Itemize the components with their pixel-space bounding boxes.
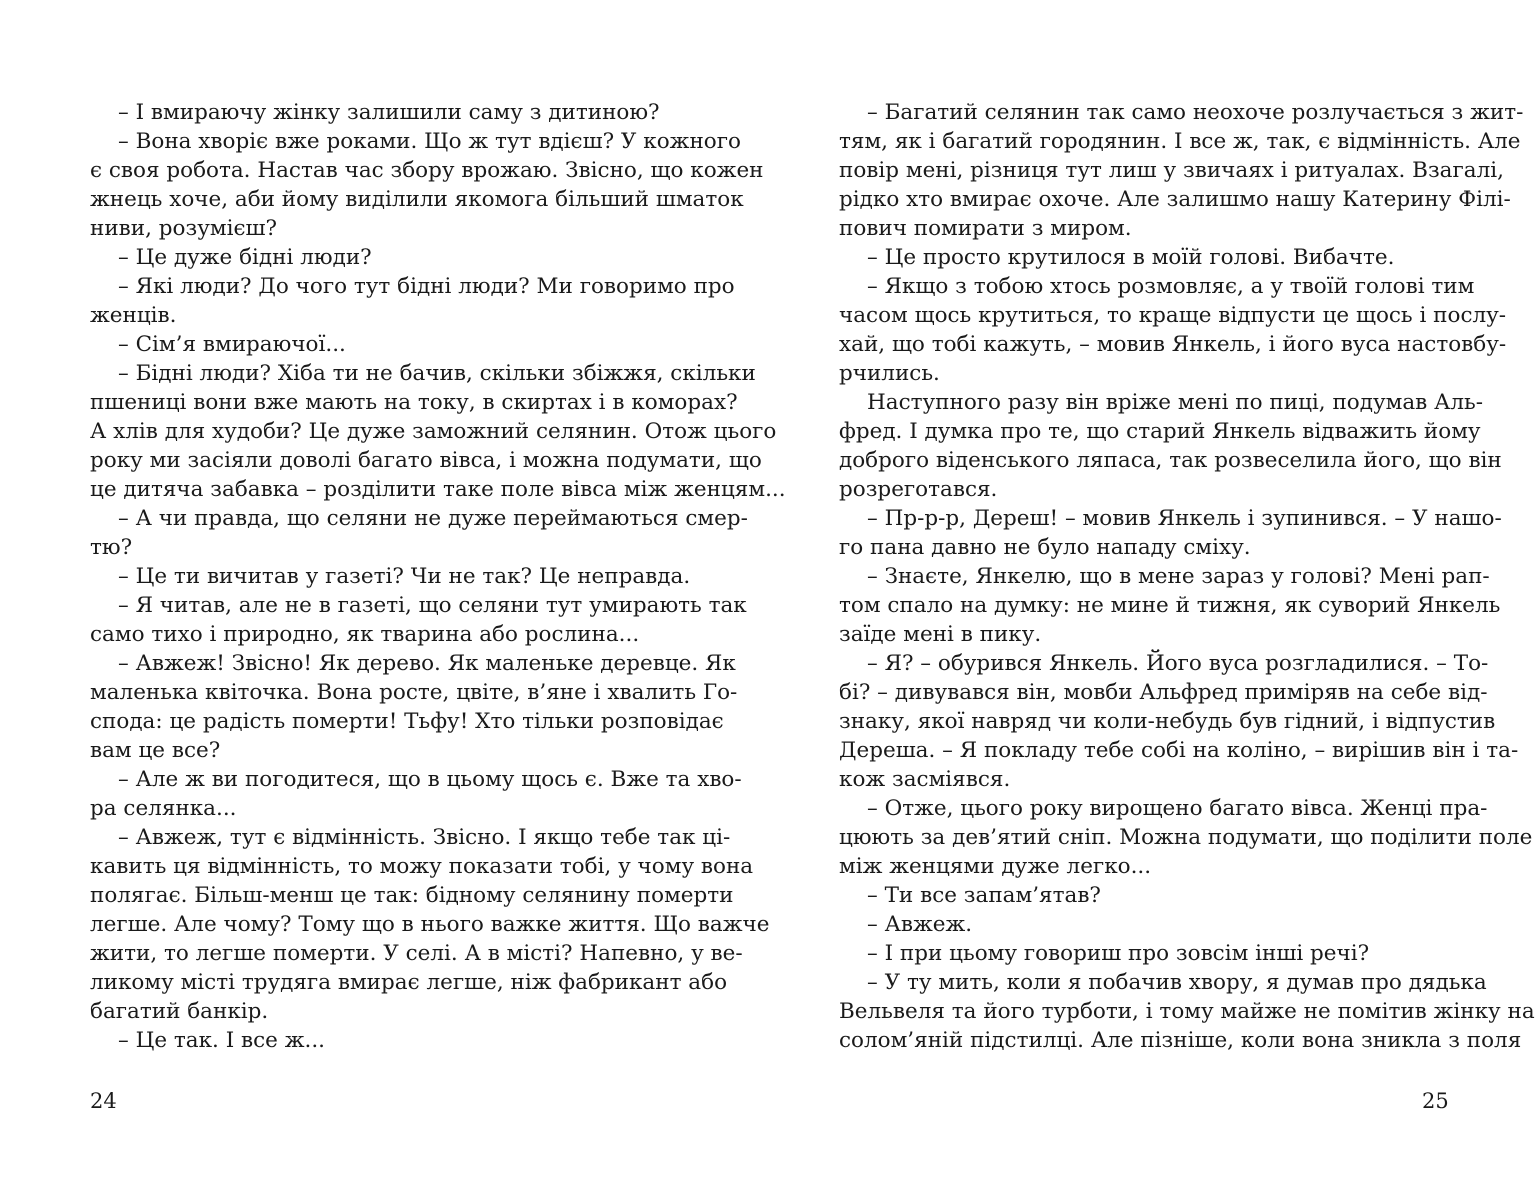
text-line: – Сім’я вмираючої... bbox=[118, 332, 346, 357]
text-line: – У ту мить, коли я побачив хвору, я думав про дядька bbox=[867, 970, 1487, 995]
text-line: – І при цьому говориш про зовсім інші речі? bbox=[867, 941, 1370, 966]
text-line: фред. І думка про те, що старий Янкель відважить йому bbox=[839, 419, 1481, 444]
text-line: легше. Але чому? Тому що в нього важке життя. Що важче bbox=[90, 912, 770, 937]
text-line: – Бідні люди? Хіба ти не бачив, скільки збіжжя, скільки bbox=[118, 361, 756, 386]
text-line: жнець хоче, аби йому виділили якомога більший шматок bbox=[90, 187, 744, 212]
text-line: між женцями дуже легко... bbox=[839, 854, 1152, 879]
text-line: кож засміявся. bbox=[839, 767, 1011, 792]
text-line: – Ти все запам’ятав? bbox=[867, 883, 1101, 908]
text-line: тю? bbox=[90, 535, 133, 560]
text-line: цюють за дев’ятий сніп. Можна подумати, що поділити поле bbox=[839, 825, 1533, 850]
text-line: том спало на думку: не мине й тижня, як суворий Янкель bbox=[839, 593, 1501, 618]
text-line: Вельвеля та його турботи, і тому майже не помітив жінку на bbox=[839, 999, 1535, 1024]
text-line: полягає. Більш-менш це так: бідному селянину померти bbox=[90, 883, 734, 908]
text-line: знаку, якої навряд чи коли-небудь був гідний, і відпустив bbox=[839, 709, 1496, 734]
text-line: хай, що тобі кажуть, – мовив Янкель, і його вуса настовбу- bbox=[839, 332, 1507, 357]
text-line: – Авжеж, тут є відмінність. Звісно. І якщо тебе так ці- bbox=[118, 825, 731, 850]
text-line: часом щось крутиться, то краще відпусти це щось і послу- bbox=[839, 303, 1507, 328]
text-line: вам це все? bbox=[90, 738, 221, 763]
text-line: доброго віденського ляпаса, так розвеселила його, що він bbox=[839, 448, 1502, 473]
text-line: розреготався. bbox=[839, 477, 998, 502]
text-line: – І вмираючу жінку залишили саму з дитиною? bbox=[118, 100, 660, 125]
text-line: заїде мені в пику. bbox=[839, 622, 1042, 647]
text-line: Наступного разу він вріже мені по пиці, подумав Аль- bbox=[867, 390, 1483, 415]
text-line: маленька квіточка. Вона росте, цвіте, в’яне і хвалить Го- bbox=[90, 680, 738, 705]
text-line: це дитяча забавка – розділити таке поле вівса між женцям... bbox=[90, 477, 786, 502]
text-line: багатий банкір. bbox=[90, 999, 269, 1024]
text-line: – Але ж ви погодитеся, що в цьому щось є. Вже та хво- bbox=[118, 767, 742, 792]
text-line: женців. bbox=[90, 303, 177, 328]
text-line: року ми засіяли доволі багато вівса, і можна подумати, що bbox=[90, 448, 762, 473]
text-line: – Які люди? До чого тут бідні люди? Ми говоримо про bbox=[118, 274, 735, 299]
text-line: – Авжеж! Звісно! Як дерево. Як маленьке деревце. Як bbox=[118, 651, 736, 676]
text-line: – Це просто крутилося в моїй голові. Вибачте. bbox=[867, 245, 1395, 270]
text-line: само тихо і природно, як тварина або рослина... bbox=[90, 622, 640, 647]
text-line: – Авжеж. bbox=[867, 912, 973, 937]
left-page-text bbox=[90, 98, 786, 1055]
text-line: ниви, розумієш? bbox=[90, 216, 278, 241]
text-line: ра селянка... bbox=[90, 796, 237, 821]
text-line: Дереша. – Я покладу тебе собі на коліно, – вирішив він і та- bbox=[839, 738, 1519, 763]
text-line: – Я читав, але не в газеті, що селяни тут умирають так bbox=[118, 593, 747, 618]
text-line: є своя робота. Настав час збору врожаю. Звісно, що кожен bbox=[90, 158, 764, 183]
text-line: – Багатий селянин так само неохоче розлучається з жит- bbox=[867, 100, 1524, 125]
text-line: пшениці вони вже мають на току, в скиртах і в коморах? bbox=[90, 390, 738, 415]
text-line: тям, як і багатий городянин. І все ж, так, є відмінність. Але bbox=[839, 129, 1521, 154]
text-line: рідко хто вмирає охоче. Але залишмо нашу Катерину Філі- bbox=[839, 187, 1511, 212]
text-line: ликому місті трудяга вмирає легше, ніж фабрикант або bbox=[90, 970, 728, 995]
left-page-number: 24 bbox=[90, 1089, 117, 1113]
text-line: повір мені, різниця тут лиш у звичаях і ритуалах. Взагалі, bbox=[839, 158, 1504, 183]
text-line: спода: це радість померти! Тьфу! Хто тільки розповідає bbox=[90, 709, 724, 734]
text-line: – А чи правда, що селяни не дуже переймаються смер- bbox=[118, 506, 748, 531]
right-page-text bbox=[839, 98, 1535, 1055]
text-line: – Вона хворіє вже роками. Що ж тут вдієш? У кожного bbox=[118, 129, 741, 154]
text-line: солом’яній підстилці. Але пізніше, коли вона зникла з поля bbox=[839, 1028, 1522, 1053]
text-line: А хлів для худоби? Це дуже заможний селянин. Отож цього bbox=[90, 419, 777, 444]
text-line: – Знаєте, Янкелю, що в мене зараз у голові? Мені рап- bbox=[867, 564, 1490, 589]
text-line: рчились. bbox=[839, 361, 940, 386]
text-line: – Якщо з тобою хтось розмовляє, а у твоїй голові тим bbox=[867, 274, 1475, 299]
text-line: пович помирати з миром. bbox=[839, 216, 1132, 241]
text-line: кавить ця відмінність, то можу показати тобі, у чому вона bbox=[90, 854, 754, 879]
text-line: – Це дуже бідні люди? bbox=[118, 245, 372, 270]
text-line: – Я? – обурився Янкель. Його вуса розгладилися. – То- bbox=[867, 651, 1489, 676]
text-line: го пана давно не було нападу сміху. bbox=[839, 535, 1251, 560]
text-line: – Пр-р-р, Дереш! – мовив Янкель і зупинився. – У нашо- bbox=[867, 506, 1502, 531]
right-page-number: 25 bbox=[1422, 1089, 1449, 1113]
text-line: бі? – дивувався він, мовби Альфред приміряв на себе від- bbox=[839, 680, 1488, 705]
text-line: – Отже, цього року вирощено багато вівса. Женці пра- bbox=[867, 796, 1488, 821]
text-line: жити, то легше померти. У селі. А в місті? Напевно, у ве- bbox=[90, 941, 743, 966]
text-line: – Це так. І все ж... bbox=[118, 1028, 326, 1053]
text-line: – Це ти вичитав у газеті? Чи не так? Це неправда. bbox=[118, 564, 691, 589]
